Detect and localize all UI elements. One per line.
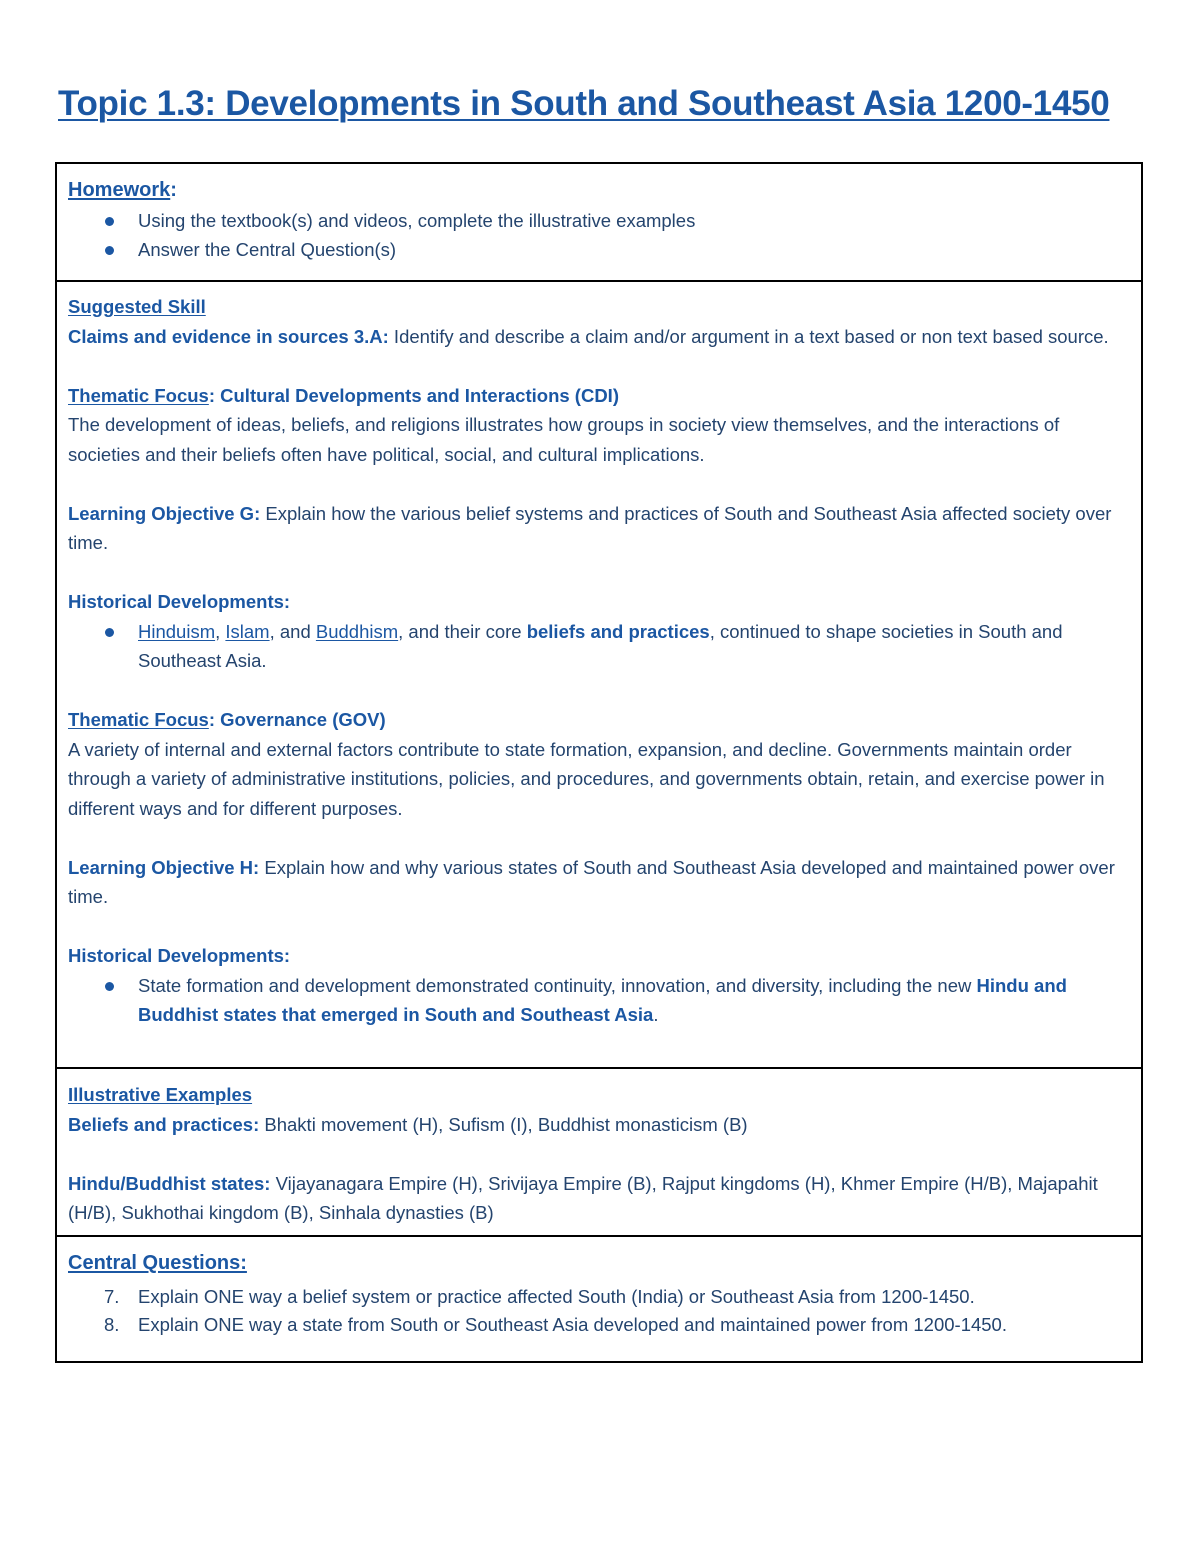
skill-section — [57, 280, 1141, 1067]
homework-item-2: Answer the Central Question(s) — [138, 239, 397, 260]
beliefs-text: Bhakti movement (H), Sufism (I), Buddhist monasticism (B) — [259, 1113, 748, 1135]
illustrative-section — [57, 1067, 1141, 1235]
homework-section — [57, 164, 1141, 280]
islam-link[interactable]: Islam — [225, 620, 270, 642]
states-label: Hindu/Buddhist states: — [68, 1172, 271, 1194]
gov-focus-line — [68, 705, 1130, 735]
homework-list — [68, 206, 1130, 265]
text-end: , continued to shape societies in South and Southeast Asia. — [138, 620, 1063, 671]
skill-label: Claims and evidence in sources 3.A: — [68, 325, 389, 347]
cdi-hd-list — [68, 617, 1130, 676]
central-questions-heading: Central Questions: — [68, 1252, 247, 1274]
homework-heading: Homework — [68, 179, 171, 201]
bullet-icon — [105, 217, 114, 226]
cdi-focus-line — [68, 381, 1130, 411]
homework-item-1: Using the textbook(s) and videos, complete the illustrative examples — [138, 209, 696, 231]
text-mid: , and their core — [398, 620, 527, 642]
text-bold: beliefs and practices — [526, 620, 710, 642]
text-end: . — [653, 1004, 659, 1025]
beliefs-label: Beliefs and practices: — [68, 1113, 260, 1135]
skill-line — [68, 322, 1130, 352]
gov-focus-name: : Governance (GOV) — [208, 709, 386, 730]
list-item — [68, 1283, 1130, 1311]
question-text: Explain ONE way a state from South or Southeast Asia developed and maintained power from 1200-1450. — [138, 1313, 1007, 1335]
text-sep: , — [215, 620, 226, 642]
text-sep: , and — [269, 620, 316, 642]
list-item — [68, 971, 1130, 1030]
list-item — [68, 206, 1130, 236]
objective-g-line — [68, 499, 1130, 558]
objective-g-text: Explain how the various belief systems and practices of South and Southeast Asia affected society over time. — [68, 502, 1112, 553]
buddhism-link[interactable]: Buddhism — [315, 620, 399, 642]
states-text: Vijayanagara Empire (H), Srivijaya Empire (B), Rajput kingdoms (H), Khmer Empire (H/B), Majapahit (H/B), Sukhothai kingdom (B), Sinhala dynasties (B) — [68, 1172, 1098, 1223]
cdi-hd-label: Historical Developments: — [68, 591, 291, 612]
question-number: 8. — [104, 1313, 120, 1335]
cdi-description: The development of ideas, beliefs, and religions illustrates how groups in society view themselves, and the interactions of societies and their beliefs often have political, social, and cultural implications. — [68, 414, 1060, 465]
central-questions-section — [57, 1235, 1141, 1361]
skill-text: Identify and describe a claim and/or argument in a text based or non text based source. — [388, 325, 1109, 347]
bullet-icon — [105, 982, 114, 991]
gov-hd-list — [68, 971, 1130, 1030]
homework-colon: : — [170, 179, 177, 201]
gov-hd-label: Historical Developments: — [68, 945, 291, 966]
bullet-icon — [105, 246, 114, 255]
illustrative-heading: Illustrative Examples — [68, 1084, 253, 1105]
topic-table — [55, 162, 1143, 1363]
beliefs-line — [68, 1110, 1130, 1140]
list-item — [68, 235, 1130, 265]
text-bold: Hindu and Buddhist states that emerged in South and Southeast Asia — [138, 974, 1067, 1025]
suggested-skill-heading: Suggested Skill — [68, 296, 206, 317]
hinduism-link[interactable]: Hinduism — [138, 620, 216, 642]
objective-h-label: Learning Objective H: — [68, 856, 260, 878]
gov-focus-label: Thematic Focus — [68, 709, 209, 730]
states-line — [68, 1169, 1130, 1228]
cdi-focus-label: Thematic Focus — [68, 384, 209, 406]
objective-g-label: Learning Objective G: — [68, 502, 261, 524]
cdi-focus-name: : Cultural Developments and Interactions (CDI) — [208, 384, 619, 406]
question-number: 7. — [104, 1285, 120, 1307]
list-item — [68, 617, 1130, 676]
central-questions-list — [68, 1283, 1130, 1339]
bullet-icon — [105, 628, 114, 637]
question-text: Explain ONE way a belief system or practice affected South (India) or Southeast Asia from 1200-1450. — [138, 1285, 975, 1307]
text-main: State formation and development demonstrated continuity, innovation, and diversity, including the new — [138, 974, 977, 996]
page-title: Topic 1.3: Developments in South and Southeast Asia 1200-1450 — [58, 84, 1110, 123]
homework-heading-line — [68, 175, 1130, 206]
list-item — [68, 1311, 1130, 1339]
objective-h-text: Explain how and why various states of South and Southeast Asia developed and maintained power over time. — [68, 856, 1115, 907]
objective-h-line — [68, 853, 1130, 912]
gov-description: A variety of internal and external factors contribute to state formation, expansion, and decline. Governments maintain order through a variety of administrative institutions, policies, and procedures, and governments obtain, retain, and exercise power in different ways and for different purposes. — [68, 738, 1105, 819]
